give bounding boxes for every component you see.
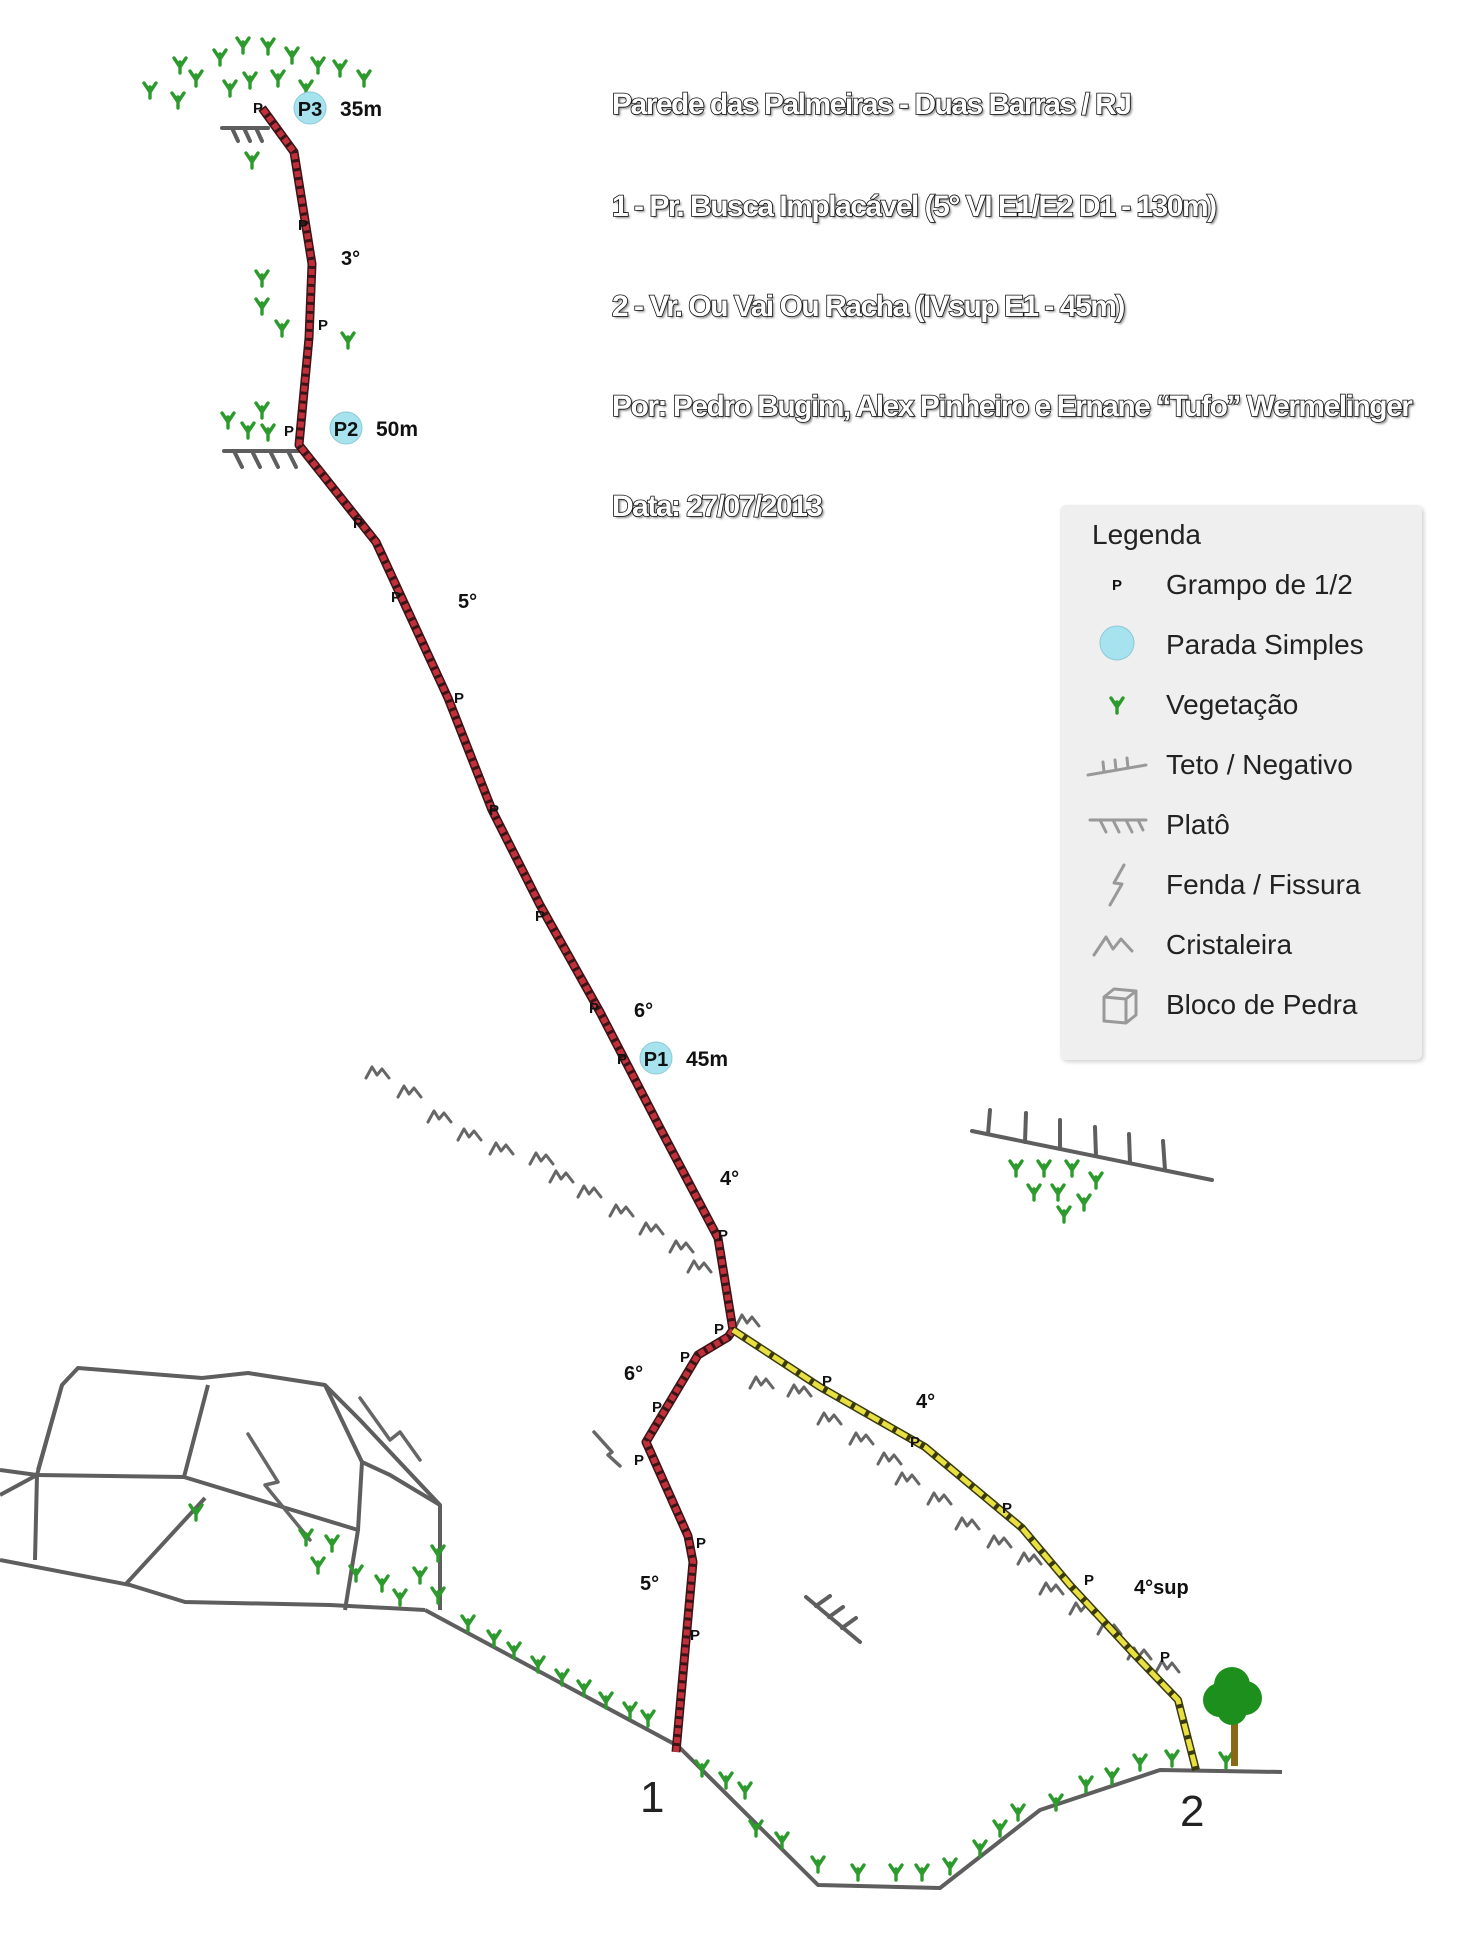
- bolt-marker: P: [318, 317, 329, 334]
- bolt-marker: P: [253, 100, 264, 117]
- route-2-line: [733, 1330, 1196, 1770]
- route-1-line: [262, 108, 733, 1752]
- legend-item-roof: [1060, 737, 1422, 793]
- bolt-marker: P: [1002, 1500, 1013, 1517]
- legend-item-crystal: [1060, 917, 1422, 973]
- bolt-marker: P: [489, 802, 500, 819]
- svg-text:P: P: [1112, 577, 1123, 594]
- svg-text:45m: 45m: [686, 1048, 729, 1071]
- grade-label: 6°: [634, 1000, 654, 1022]
- legend-item-boulder: [1060, 977, 1422, 1033]
- bolt-marker: P: [1160, 1649, 1171, 1666]
- legend-label: Fenda / Fissura: [1166, 869, 1361, 900]
- bolt-marker: P: [535, 908, 546, 925]
- grade-label: 5°: [640, 1573, 660, 1595]
- route-2-description: 2 - Vr. Ou Vai Ou Racha (IVsup E1 - 45m): [612, 290, 1124, 323]
- bolt-marker: P: [910, 1434, 921, 1451]
- legend-label: Parada Simples: [1166, 629, 1364, 660]
- legend-label: Bloco de Pedra: [1166, 989, 1358, 1020]
- bolt-marker: P: [284, 423, 295, 440]
- legend-label: Grampo de 1/2: [1166, 569, 1353, 600]
- legend-item-crack: [1060, 857, 1422, 913]
- crack-markings: [248, 1398, 620, 1540]
- bolt-marker: P: [454, 690, 465, 707]
- legend-title: Legenda: [1092, 519, 1202, 550]
- bolt-marker: P: [696, 1535, 707, 1552]
- bolt-marker: P: [353, 515, 364, 532]
- bolt-marker: P: [589, 1000, 600, 1017]
- bolt-marker: P: [1084, 1572, 1095, 1589]
- svg-text:P3: P3: [297, 99, 323, 121]
- legend-item-station: [1060, 617, 1422, 673]
- svg-text:50m: 50m: [376, 418, 419, 441]
- legend-label: Teto / Negativo: [1166, 749, 1353, 780]
- station-p3: [294, 92, 382, 124]
- route-1-description: 1 - Pr. Busca Implacável (5° VI E1/E2 D1 - 130m): [612, 190, 1216, 223]
- station-p1: [640, 1042, 728, 1074]
- bolt-markers: [253, 100, 1170, 1666]
- grade-label: 4°: [720, 1168, 740, 1190]
- ledge-icon: [1082, 803, 1152, 847]
- belay-station-icon: [1082, 623, 1152, 667]
- roof-icon: [1082, 743, 1152, 787]
- bolt-marker: P: [634, 1452, 645, 1469]
- svg-text:35m: 35m: [340, 98, 383, 121]
- topo-title: Parede das Palmeiras - Duas Barras / RJ: [612, 88, 1131, 121]
- bolt-marker: P: [617, 1051, 628, 1068]
- bolt-marker: P: [652, 1399, 663, 1416]
- grade-label: 4°: [916, 1391, 936, 1413]
- grade-label: 3°: [341, 248, 361, 270]
- authors-line: Por: Pedro Bugim, Alex Pinheiro e Ernane “Tufo” Wermelinger: [612, 390, 1412, 423]
- crystal-markings: [366, 1067, 1179, 1672]
- boulder-block: [0, 1368, 440, 1610]
- legend-item-bolt: [1060, 557, 1422, 613]
- crystal-icon: [1082, 923, 1152, 967]
- legend-label: Platô: [1166, 809, 1230, 840]
- legend-panel: [1060, 505, 1422, 1060]
- legend-label: Vegetação: [1166, 689, 1299, 720]
- start-label-route-1: 1: [640, 1773, 665, 1822]
- grade-label: 5°: [458, 591, 478, 613]
- bolt-icon: [1082, 563, 1152, 607]
- start-label-route-2: 2: [1180, 1787, 1205, 1836]
- svg-text:P1: P1: [643, 1049, 669, 1071]
- svg-text:P2: P2: [333, 419, 359, 441]
- station-p2: [330, 412, 418, 444]
- bolt-marker: P: [822, 1373, 833, 1390]
- bolt-marker: P: [391, 589, 402, 606]
- bolt-marker: P: [718, 1227, 729, 1244]
- ground-line: [425, 1610, 1282, 1888]
- vegetation-icon: [1082, 683, 1152, 727]
- boulder-icon: [1082, 983, 1152, 1027]
- legend-label: Cristaleira: [1166, 929, 1293, 960]
- grade-label: 4°sup: [1134, 1577, 1189, 1599]
- tree-icon: [1203, 1667, 1262, 1766]
- bolt-marker: P: [714, 1321, 725, 1338]
- bolt-marker: P: [690, 1627, 701, 1644]
- bolt-marker: P: [680, 1349, 691, 1366]
- crack-icon: [1082, 863, 1152, 907]
- legend-item-vegetation: [1060, 677, 1422, 733]
- grade-label: 6°: [624, 1363, 644, 1385]
- date-line: Data: 27/07/2013: [612, 490, 822, 523]
- legend-item-ledge: [1060, 797, 1422, 853]
- bolt-marker: P: [298, 217, 309, 234]
